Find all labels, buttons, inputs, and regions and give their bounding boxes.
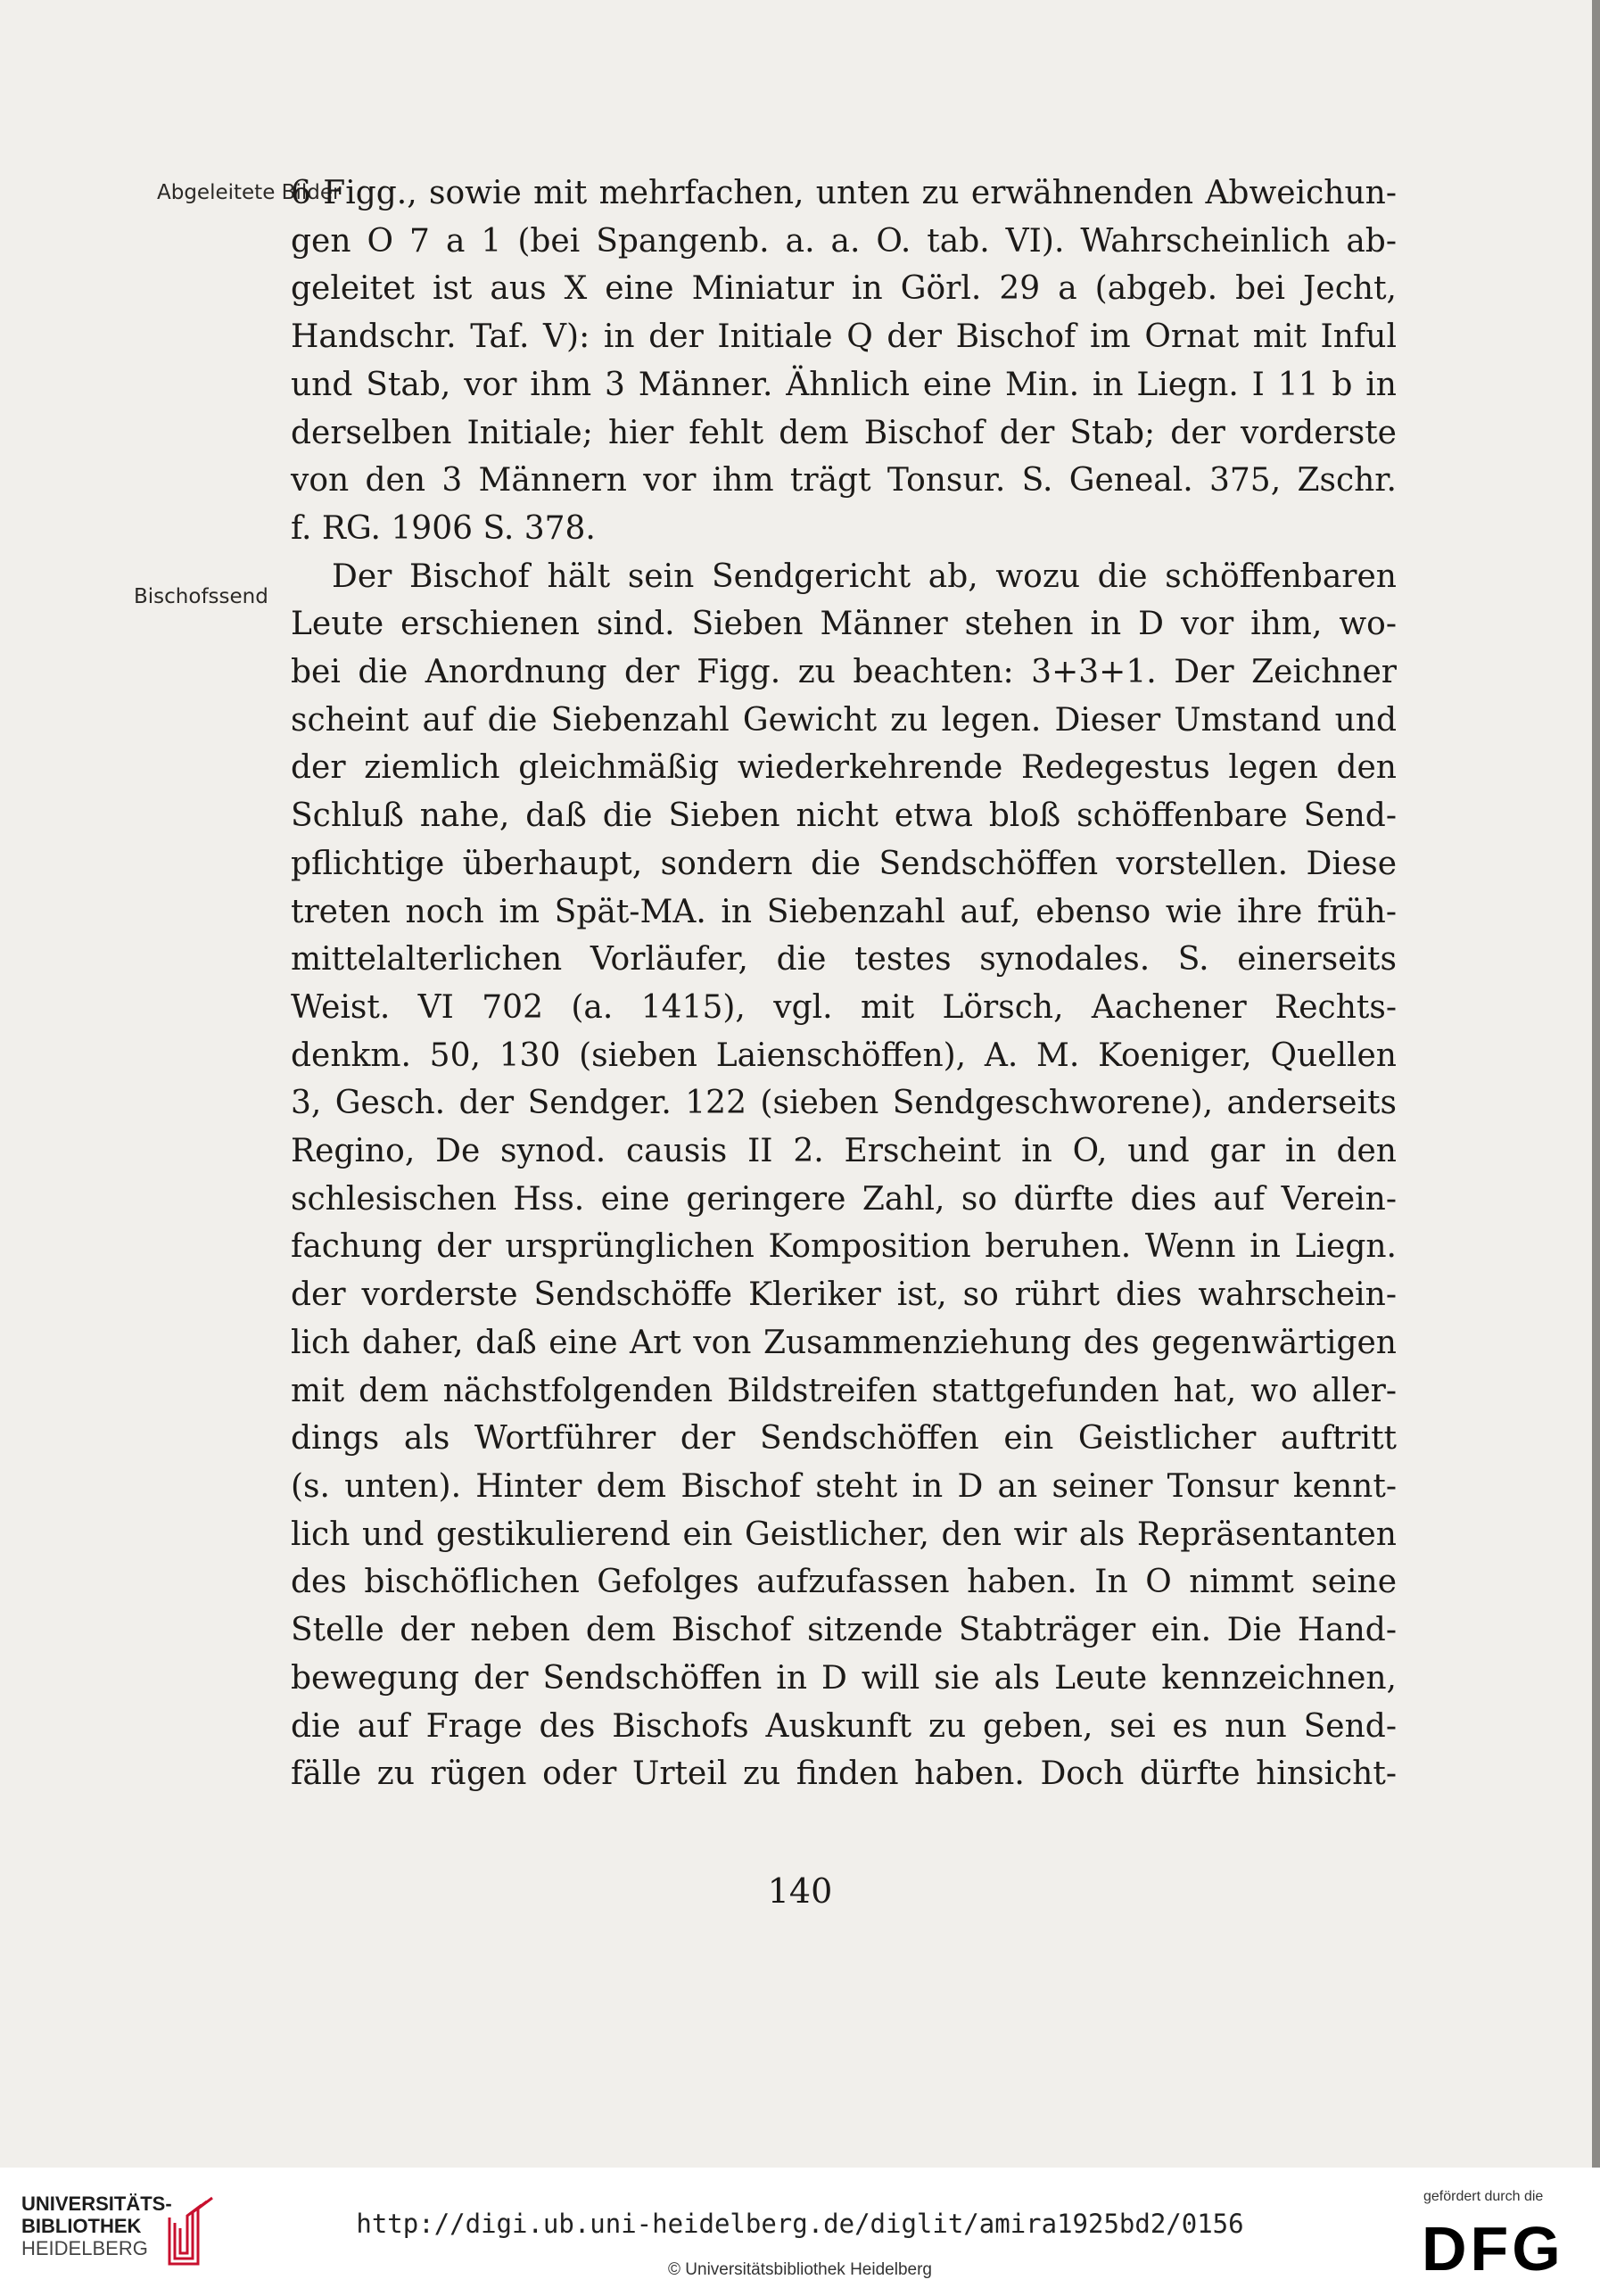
text-line: mit dem nächstfolgenden Bildstreifen stattgefunden hat, wo aller- <box>291 1372 1397 1409</box>
text-line: denkm. 50, 130 (sieben Laienschöffen), A. M. Koeniger, Quellen <box>291 1037 1397 1074</box>
text-line: (s. unten). Hinter dem Bischof steht in D an seiner Tonsur kennt- <box>291 1467 1397 1505</box>
text-line: Leute erschienen sind. Sieben Männer stehen in D vor ihm, wo- <box>291 606 1397 643</box>
text-line: von den 3 Männern vor ihm trägt Tonsur. S. Geneal. 375, Zschr. <box>291 462 1397 500</box>
text-line: 3, Gesch. der Sendger. 122 (sieben Sendgeschworene), anderseits <box>291 1085 1397 1122</box>
text-line: Schluß nahe, daß die Sieben nicht etwa bloß schöffenbare Send- <box>291 797 1397 835</box>
text-line: der ziemlich gleichmäßig wiederkehrende Redegestus legen den <box>291 749 1397 787</box>
text-line: treten noch im Spät-MA. in Siebenzahl auf, ebenso wie ihre früh- <box>291 893 1397 930</box>
text-line: scheint auf die Siebenzahl Gewicht zu legen. Dieser Umstand und <box>291 701 1397 739</box>
text-line: mittelalterlichen Vorläufer, die testes synodales. S. einerseits <box>291 941 1397 979</box>
text-line: gen O 7 a 1 (bei Spangenb. a. a. O. tab. VI). Wahrscheinlich ab- <box>291 222 1397 260</box>
text-line: bewegung der Sendschöffen in D will sie als Leute kennzeichnen, <box>291 1659 1397 1697</box>
library-name-line: BIBLIOTHEK <box>21 2215 142 2237</box>
text-line: Handschr. Taf. V): in der Initiale Q der Bischof im Ornat mit Inful <box>291 318 1397 356</box>
text-line: der vorderste Sendschöffe Kleriker ist, so rührt dies wahrschein- <box>291 1276 1397 1314</box>
dfg-logo[interactable]: DFG <box>1422 2214 1564 2284</box>
text-line: pflichtige überhaupt, sondern die Sendschöffen vorstellen. Diese <box>291 845 1397 882</box>
text-line: dings als Wortführer der Sendschöffen ein Geistlicher auftritt <box>291 1420 1397 1458</box>
library-name-line: UNIVERSITÄTS- <box>21 2193 172 2215</box>
text-line: Stelle der neben dem Bischof sitzende Stabträger ein. Die Hand- <box>291 1612 1397 1649</box>
margin-note-bischofssend: Bischofssend <box>134 585 268 608</box>
margin-note-line: Abgeleitete Bilder <box>157 181 342 204</box>
text-line: f. RG. 1906 S. 378. <box>291 509 596 547</box>
text-line: fachung der ursprünglichen Komposition beruhen. Wenn in Liegn. <box>291 1228 1397 1266</box>
text-line: fälle zu rügen oder Urteil zu finden haben. Doch dürfte hinsicht- <box>291 1755 1397 1793</box>
footer-bar <box>0 2168 1600 2296</box>
text-line: Weist. VI 702 (a. 1415), vgl. mit Lörsch, Aachener Rechts- <box>291 988 1397 1026</box>
funded-by-caption: gefördert durch die <box>1423 2189 1544 2204</box>
text-line: 6 Figg., sowie mit mehrfachen, unten zu erwähnenden Abweichun- <box>291 175 1397 211</box>
text-line: des bischöflichen Gefolges aufzufassen haben. In O nimmt seine <box>291 1564 1397 1601</box>
text-line: lich und gestikulierend ein Geistlicher, den wir als Repräsentanten <box>291 1516 1397 1553</box>
text-line: Der Bischof hält sein Sendgericht ab, wozu die schöffenbaren <box>332 557 1397 595</box>
margin-note-abgeleitete-bilder <box>157 181 342 204</box>
text-line: schlesischen Hss. eine geringere Zahl, so dürfte dies auf Verein- <box>291 1180 1397 1218</box>
text-line: Regino, De synod. causis II 2. Erscheint in O, und gar in den <box>291 1133 1397 1170</box>
text-line: die auf Frage des Bischofs Auskunft zu geben, sei es nun Send- <box>291 1707 1397 1745</box>
library-name-line: HEIDELBERG <box>21 2237 148 2259</box>
page-edge <box>1592 0 1600 2168</box>
page-number: 140 <box>767 1871 833 1911</box>
text-line: bei die Anordnung der Figg. zu beachten: 3+3+1. Der Zeichner <box>291 654 1397 691</box>
text-line: geleitet ist aus X eine Miniatur in Görl. 29 a (abgeb. bei Jecht, <box>291 270 1397 308</box>
text-line: und Stab, vor ihm 3 Männer. Ähnlich eine Min. in Liegn. I 11 b in <box>291 366 1397 403</box>
text-line: lich daher, daß eine Art von Zusammenziehung des gegenwärtigen <box>291 1324 1397 1361</box>
permalink-url[interactable]: http://digi.ub.uni-heidelberg.de/diglit/amira1925bd2/0156 <box>356 2209 1244 2239</box>
text-line: derselben Initiale; hier fehlt dem Bischof der Stab; der vorderste <box>291 414 1397 451</box>
body-text <box>291 169 1397 1798</box>
copyright-notice: © Universitätsbibliothek Heidelberg <box>668 2260 932 2279</box>
